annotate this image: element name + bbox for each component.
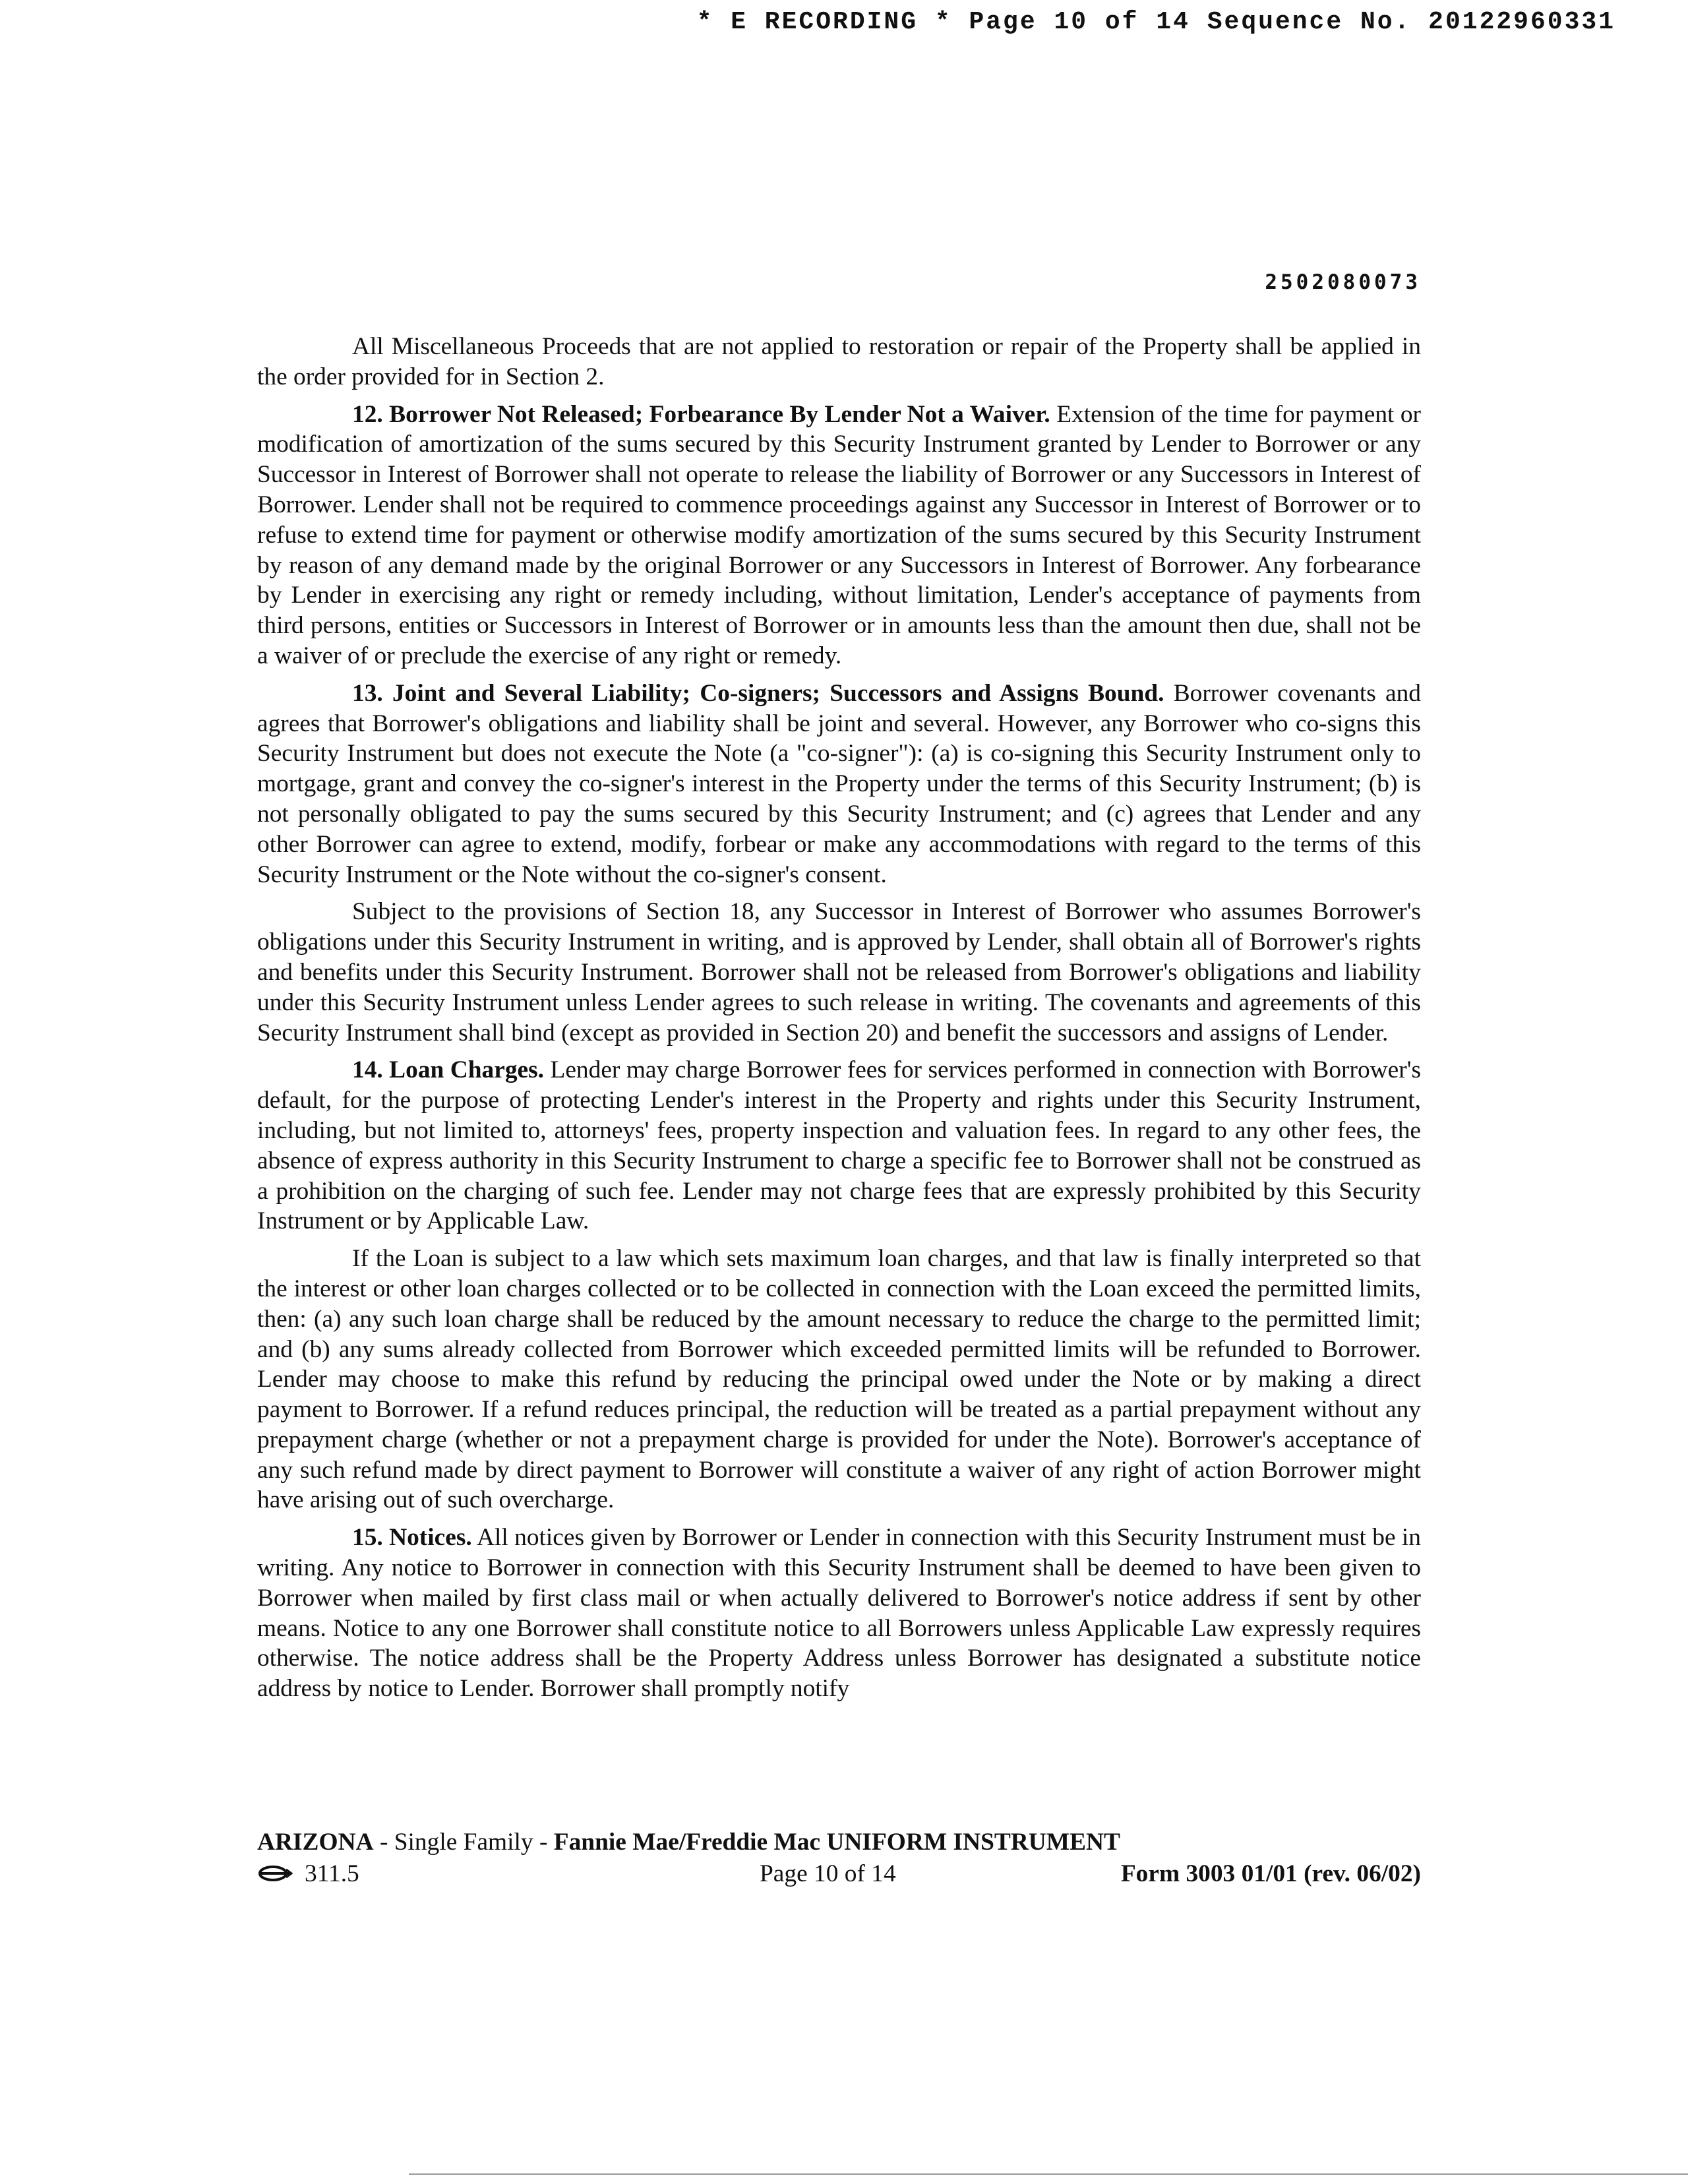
- loan-number: 2502080073: [1265, 270, 1421, 294]
- paragraph-text: All Miscellaneous Proceeds that are not applied to restoration or repair of the Property shall be applied in the order provided for in Section 2.: [257, 333, 1421, 390]
- paragraph-text: Extension of the time for payment or modification of amortization of the sums secured by this Security Instrument granted by Lender to Borrower or any Successor in Interest of Borrower shall not operate to release the liability of Borrower or any Successors in Interest of Borrower. Lender shall not be required to commence proceedings against any Successor in Interest of Borrower or to refuse to extend time for payment or otherwise modify amortization of the sums secured by this Security Instrument by reason of any demand made by the original Borrower or any Successors in Interest of Borrower. Any forbearance by Lender in exercising any right or remedy including, without limitation, Lender's acceptance of payments from third persons, entities or Successors in Interest of Borrower or in amounts less than the amount then due, shall not be a waiver of or preclude the exercise of any right or remedy.: [257, 400, 1421, 669]
- paragraph-section-15: [257, 1523, 1421, 1704]
- document-body: [257, 332, 1421, 1711]
- section-heading: 15. Notices.: [352, 1524, 472, 1552]
- paragraph-text: All notices given by Borrower or Lender in connection with this Security Instrument must be in writing. Any notice to Borrower in connection with this Security Instrument shall be deemed to have been given to Borrower when mailed by first class mail or when actually delivered to Borrower's notice address if sent by other means. Notice to any one Borrower shall constitute notice to all Borrowers unless Applicable Law expressly requires otherwise. The notice address shall be the Property Address unless Borrower has designated a substitute notice address by notice to Lender. Borrower shall promptly notify: [257, 1524, 1421, 1703]
- footer-form-code-group: [257, 1858, 359, 1890]
- paragraph-text: Borrower covenants and agrees that Borrower's obligations and liability shall be joint and several. However, any Borrower who co-signs this Security Instrument but does not execute the Note (a "co-signer"): (a) is co-signing this Security Instrument only to mortgage, grant and convey the co-signer's interest in the Property under the terms of this Security Instrument; (b) is not personally obligated to pay the sums secured by this Security Instrument; and (c) agrees that Lender and any other Borrower can agree to extend, modify, forbear or make any accommodations with regard to the terms of this Security Instrument or the Note without the co-signer's consent.: [257, 679, 1421, 888]
- paragraph-text: Subject to the provisions of Section 18, any Successor in Interest of Borrower who assumes Borrower's obligations under this Security Instrument in writing, and is approved by Lender, shall obtain all of Borrower's rights and benefits under this Security Instrument. Borrower shall not be released from Borrower's obligations and liability under this Security Instrument unless Lender agrees to such release in writing. The covenants and agreements of this Security Instrument shall bind (except as provided in Section 20) and benefit the successors and assigns of Lender.: [257, 898, 1421, 1046]
- footer-form-code: 311.5: [305, 1860, 359, 1887]
- paragraph-text: Lender may charge Borrower fees for services performed in connection with Borrower's default, for the purpose of protecting Lender's interest in the Property and rights under this Security Instrument, including, but not limited to, attorneys' fees, property inspection and valuation fees. In regard to any other fees, the absence of express authority in this Security Instrument to charge a specific fee to Borrower shall not be construed as a prohibition on the charging of such fee. Lender may not charge fees that are expressly prohibited by this Security Instrument or by Applicable Law.: [257, 1056, 1421, 1235]
- footer-form-number: Form 3003 01/01 (rev. 06/02): [1120, 1860, 1421, 1887]
- paragraph-section-12: [257, 400, 1421, 671]
- paragraph-misc-proceeds: [257, 332, 1421, 392]
- footer-page-number: Page 10 of 14: [760, 1860, 896, 1887]
- paragraph-text: If the Loan is subject to a law which sets maximum loan charges, and that law is finally interpreted so that the interest or other loan charges collected or to be collected in connection with the Loan exceed the permitted limits, then: (a) any such loan charge shall be reduced by the amount necessary to reduce the charge to the permitted limit; and (b) any sums already collected from Borrower which exceeded permitted limits will be refunded to Borrower. Lender may choose to make this refund by reducing the principal owed under the Note or by making a direct payment to Borrower. If a refund reduces principal, the reduction will be treated as a partial prepayment without any prepayment charge (whether or not a prepayment charge is provided for under the Note). Borrower's acceptance of any such refund made by direct payment to Borrower will constitute a waiver of any right of action Borrower might have arising out of such overcharge.: [257, 1245, 1421, 1514]
- footer-form-line: [257, 1858, 1421, 1890]
- footer-separator: -: [533, 1829, 554, 1856]
- page-footer: [257, 1827, 1421, 1890]
- paragraph-loan-limits: [257, 1244, 1421, 1515]
- footer-state: ARIZONA: [257, 1829, 374, 1856]
- section-heading: 13. Joint and Several Liability; Co-signers; Successors and Assigns Bound.: [352, 679, 1164, 707]
- footer-family: Single Family: [394, 1829, 533, 1856]
- scan-edge-rule: [409, 2173, 1688, 2175]
- paragraph-section-13: [257, 679, 1421, 890]
- paragraph-section-14: [257, 1055, 1421, 1236]
- footer-separator: -: [373, 1829, 394, 1856]
- paragraph-successors: [257, 897, 1421, 1048]
- section-heading: 14. Loan Charges.: [352, 1056, 545, 1084]
- footer-instrument: Fannie Mae/Freddie Mac UNIFORM INSTRUMENT: [553, 1829, 1120, 1856]
- recording-stamp: * E RECORDING * Page 10 of 14 Sequence No. 20122960331: [696, 8, 1615, 36]
- footer-instrument-line: [257, 1827, 1421, 1858]
- vmp-logo-icon: [257, 1864, 293, 1883]
- section-heading: 12. Borrower Not Released; Forbearance By Lender Not a Waiver.: [352, 400, 1050, 428]
